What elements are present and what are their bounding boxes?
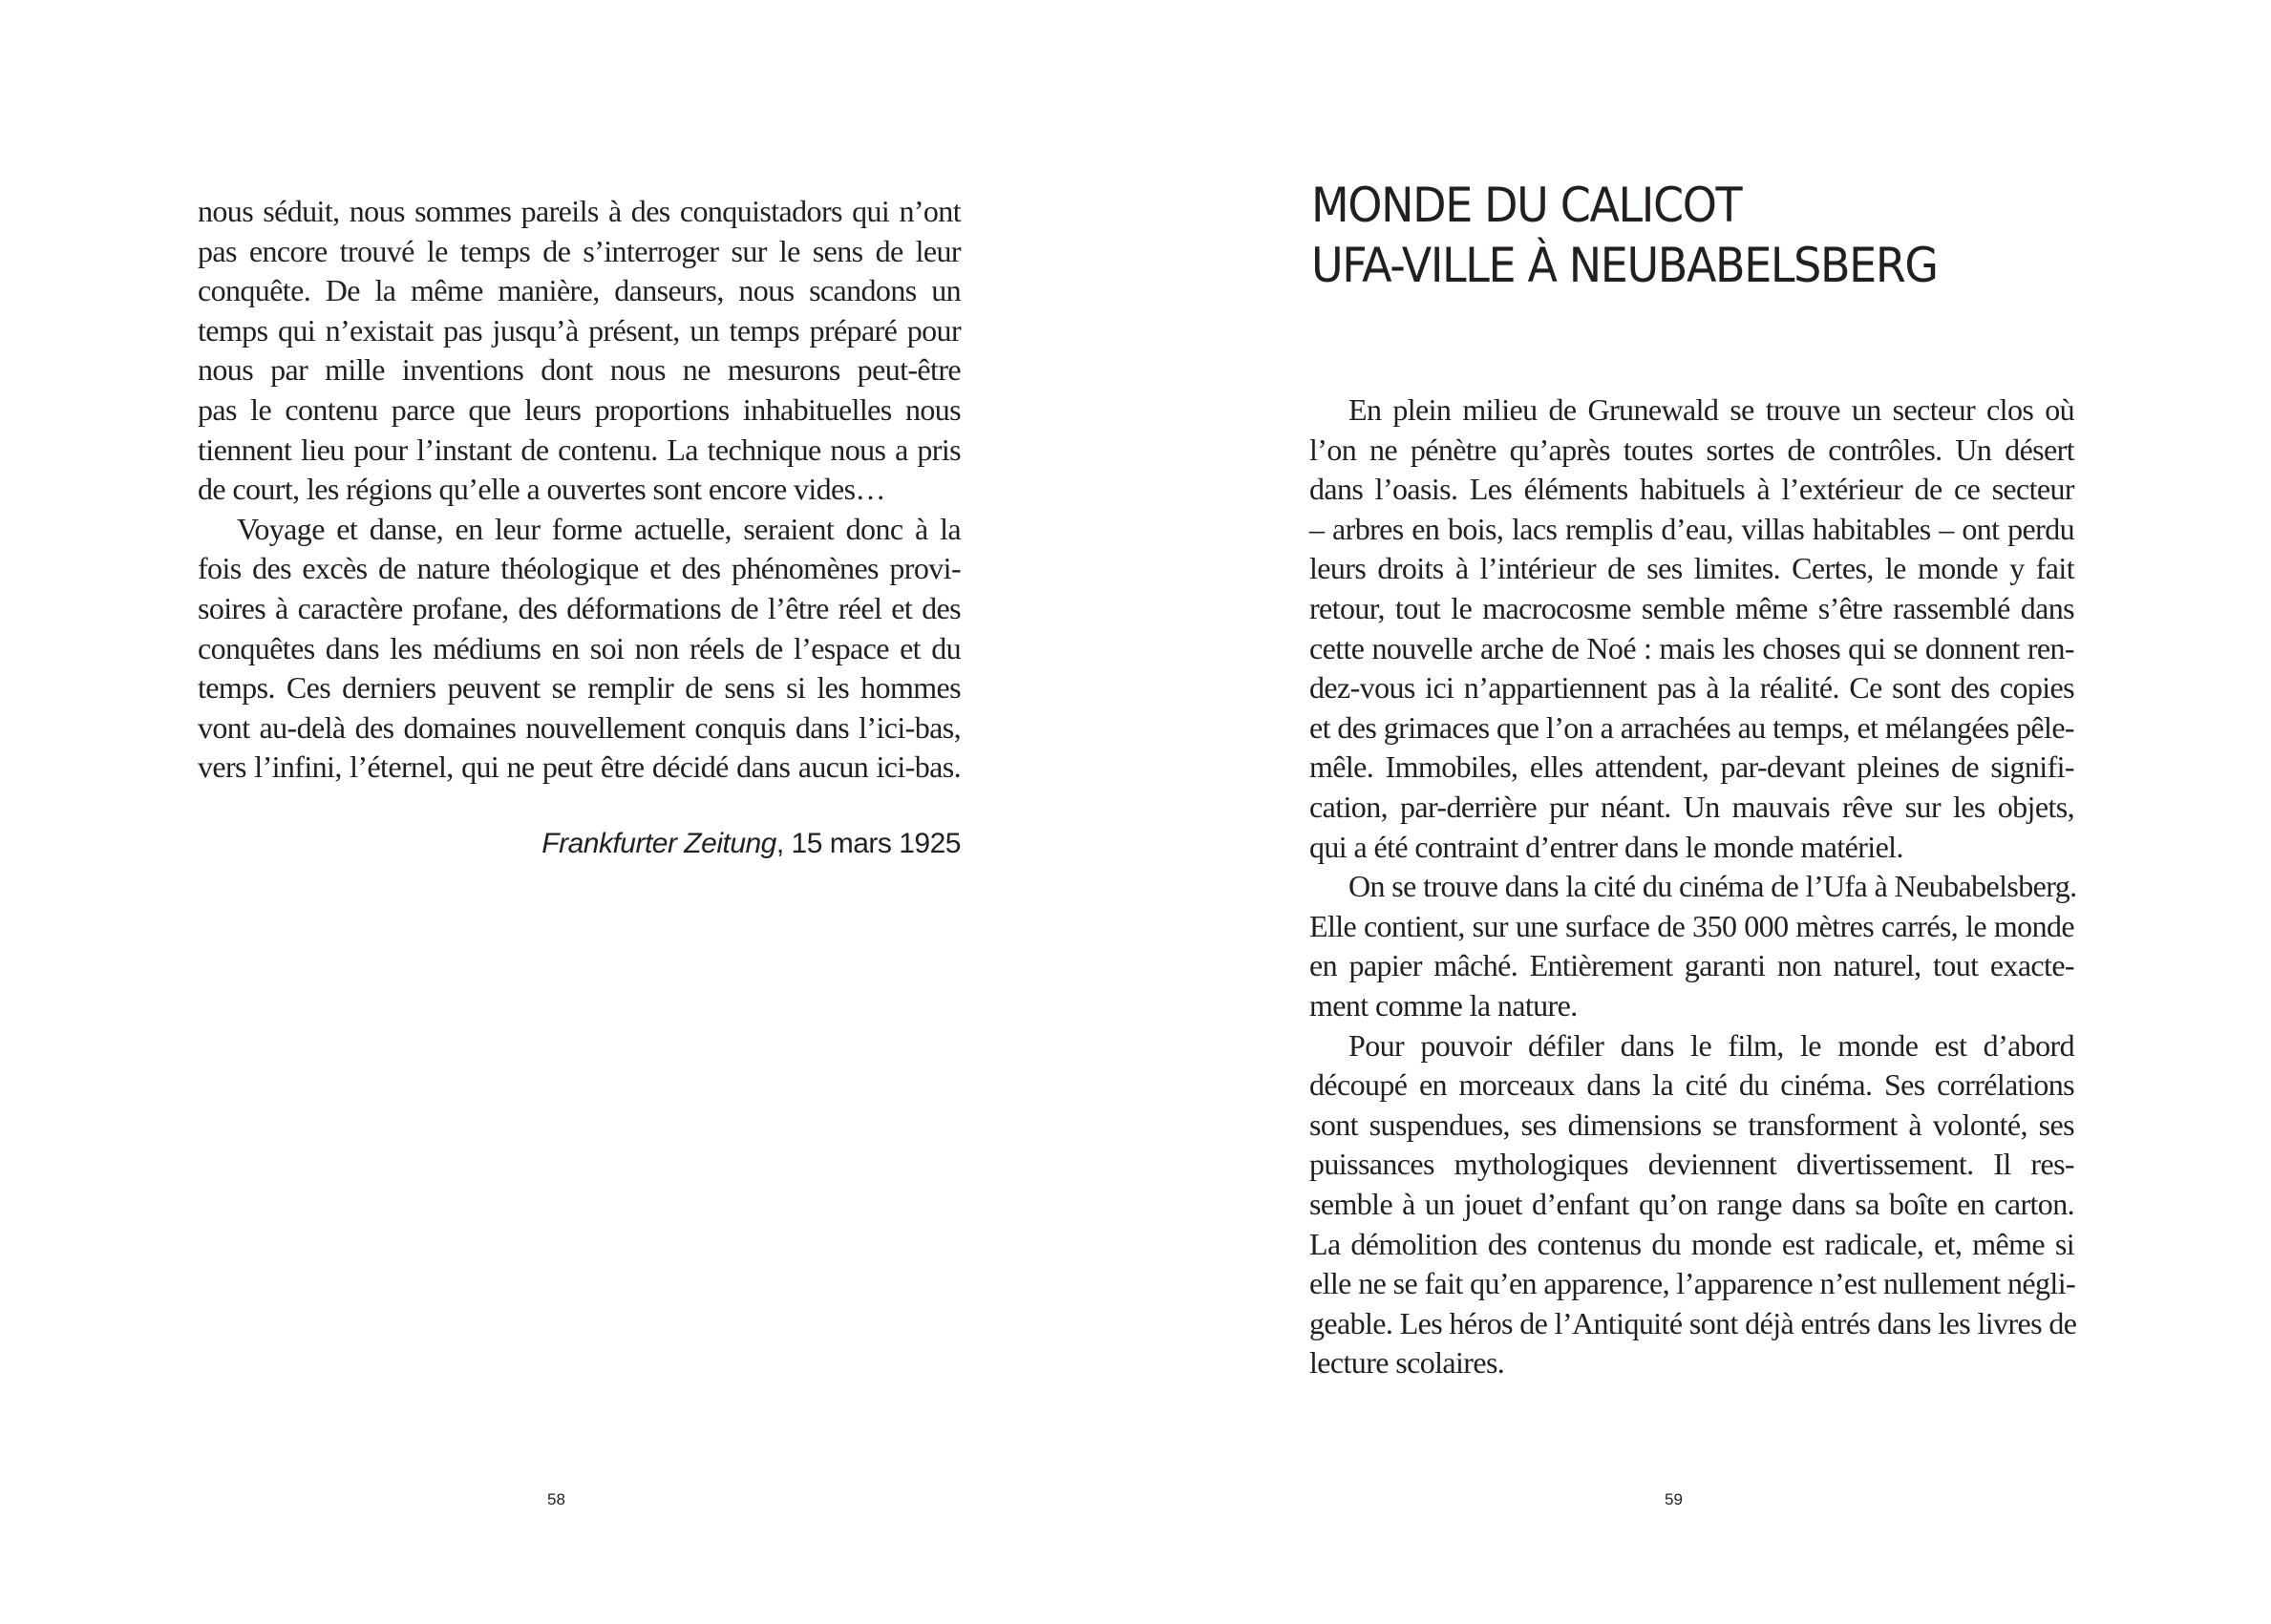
text-line: cation, par-derrière pur néant. Un mauvais rêve sur les objets,: [1309, 790, 2074, 824]
credit-source: Frankfurter Zeitung: [541, 828, 776, 859]
text-line: Pour pouvoir défiler dans le film, le monde est d’abord: [1348, 1027, 2074, 1063]
text-line: qui a été contraint d’entrer dans le monde matériel.: [1309, 829, 1903, 864]
right-page: [1136, 0, 2271, 1624]
page-number-right: 59: [1665, 1490, 1683, 1508]
text-line: puissances mythologiques deviennent divertissement. Il res-: [1309, 1147, 2074, 1182]
text-line: temps qui n’existait pas jusqu’à présent, un temps préparé pour: [198, 312, 961, 348]
chapter-title-line-2: UFA-VILLE À NEUBABELSBERG: [1311, 238, 1938, 293]
text-line: nous par mille inventions dont nous ne mesurons peut-être: [198, 352, 961, 388]
text-line: soires à caractère profane, des déformations de l’être réel et des: [198, 591, 961, 625]
text-line: tiennent lieu pour l’instant de contenu. La technique nous a pris: [198, 432, 961, 467]
text-line: elle ne se fait qu’en apparence, l’apparence n’est nullement négli-: [1309, 1266, 2076, 1301]
text-line: de court, les régions qu’elle a ouvertes sont encore vides…: [198, 472, 885, 507]
chapter-title: [1311, 176, 1938, 296]
text-line: Voyage et danse, en leur forme actuelle, seraient donc à la: [237, 511, 961, 546]
text-line: On se trouve dans la cité du cinéma de l’Ufa à Neubabelsberg.: [1348, 869, 2077, 904]
text-line: retour, tout le macrocosme semble même s’être rassemblé dans: [1309, 591, 2074, 625]
text-line: sont suspendues, ses dimensions se transforment à volonté, ses: [1309, 1107, 2074, 1142]
chapter-title-line-1: MONDE DU CALICOT: [1311, 178, 1742, 233]
text-line: mêle. Immobiles, elles attendent, par-devant pleines de signifi-: [1309, 749, 2074, 785]
text-line: en papier mâché. Entièrement garanti non naturel, tout exacte-: [1309, 948, 2074, 983]
text-line: dans l’oasis. Les éléments habituels à l’extérieur de ce secteur: [1309, 472, 2074, 507]
text-line: conquête. De la même manière, danseurs, nous scandons un: [198, 273, 961, 308]
text-line: La démolition des contenus du monde est radicale, et, même si: [1309, 1226, 2074, 1261]
text-line: En plein milieu de Grunewald se trouve un secteur clos où: [1348, 392, 2074, 427]
text-line: semble à un jouet d’enfant qu’on range dans sa boîte en carton.: [1309, 1187, 2074, 1221]
text-line: fois des excès de nature théologique et des phénomènes provi-: [198, 551, 961, 586]
text-line: dez-vous ici n’appartiennent pas à la réalité. Ce sont des copies: [1309, 670, 2074, 706]
page-number-left: 58: [547, 1490, 565, 1508]
text-line: geable. Les héros de l’Antiquité sont déjà entrés dans les livres de: [1309, 1305, 2077, 1340]
text-line: Elle contient, sur une surface de 350 000 mètres carrés, le monde: [1309, 908, 2074, 943]
text-line: lecture scolaires.: [1309, 1345, 1505, 1381]
text-line: vont au-delà des domaines nouvellement conquis dans l’ici-bas,: [198, 709, 961, 745]
text-line: – arbres en bois, lacs remplis d’eau, villas habitables – ont perdu: [1309, 511, 2074, 546]
text-line: temps. Ces derniers peuvent se remplir de sens si les hommes: [198, 670, 961, 706]
text-line: l’on ne pénètre qu’après toutes sortes de contrôles. Un désert: [1309, 432, 2074, 467]
text-line: vers l’infini, l’éternel, qui ne peut être décidé dans aucun ici-bas.: [198, 749, 961, 785]
text-line: pas le contenu parce que leurs proportions inhabituelles nous: [198, 392, 961, 427]
text-line: pas encore trouvé le temps de s’interroger sur le sens de leur: [198, 233, 961, 268]
text-line: et des grimaces que l’on a arrachées au temps, et mélangées pêle-: [1309, 709, 2074, 745]
source-credit: [541, 827, 961, 861]
text-line: conquêtes dans les médiums en soi non réels de l’espace et du: [198, 630, 961, 665]
text-line: cette nouvelle arche de Noé : mais les choses qui se donnent ren-: [1309, 630, 2074, 665]
text-line: ment comme la nature.: [1309, 988, 1578, 1023]
text-line: découpé en morceaux dans la cité du cinéma. Ses corrélations: [1309, 1067, 2074, 1103]
text-line: leurs droits à l’intérieur de ses limites. Certes, le monde y fait: [1309, 551, 2074, 586]
text-line: nous séduit, nous sommes pareils à des conquistadors qui n’ont: [198, 194, 961, 228]
credit-date: , 15 mars 1925: [775, 828, 961, 859]
